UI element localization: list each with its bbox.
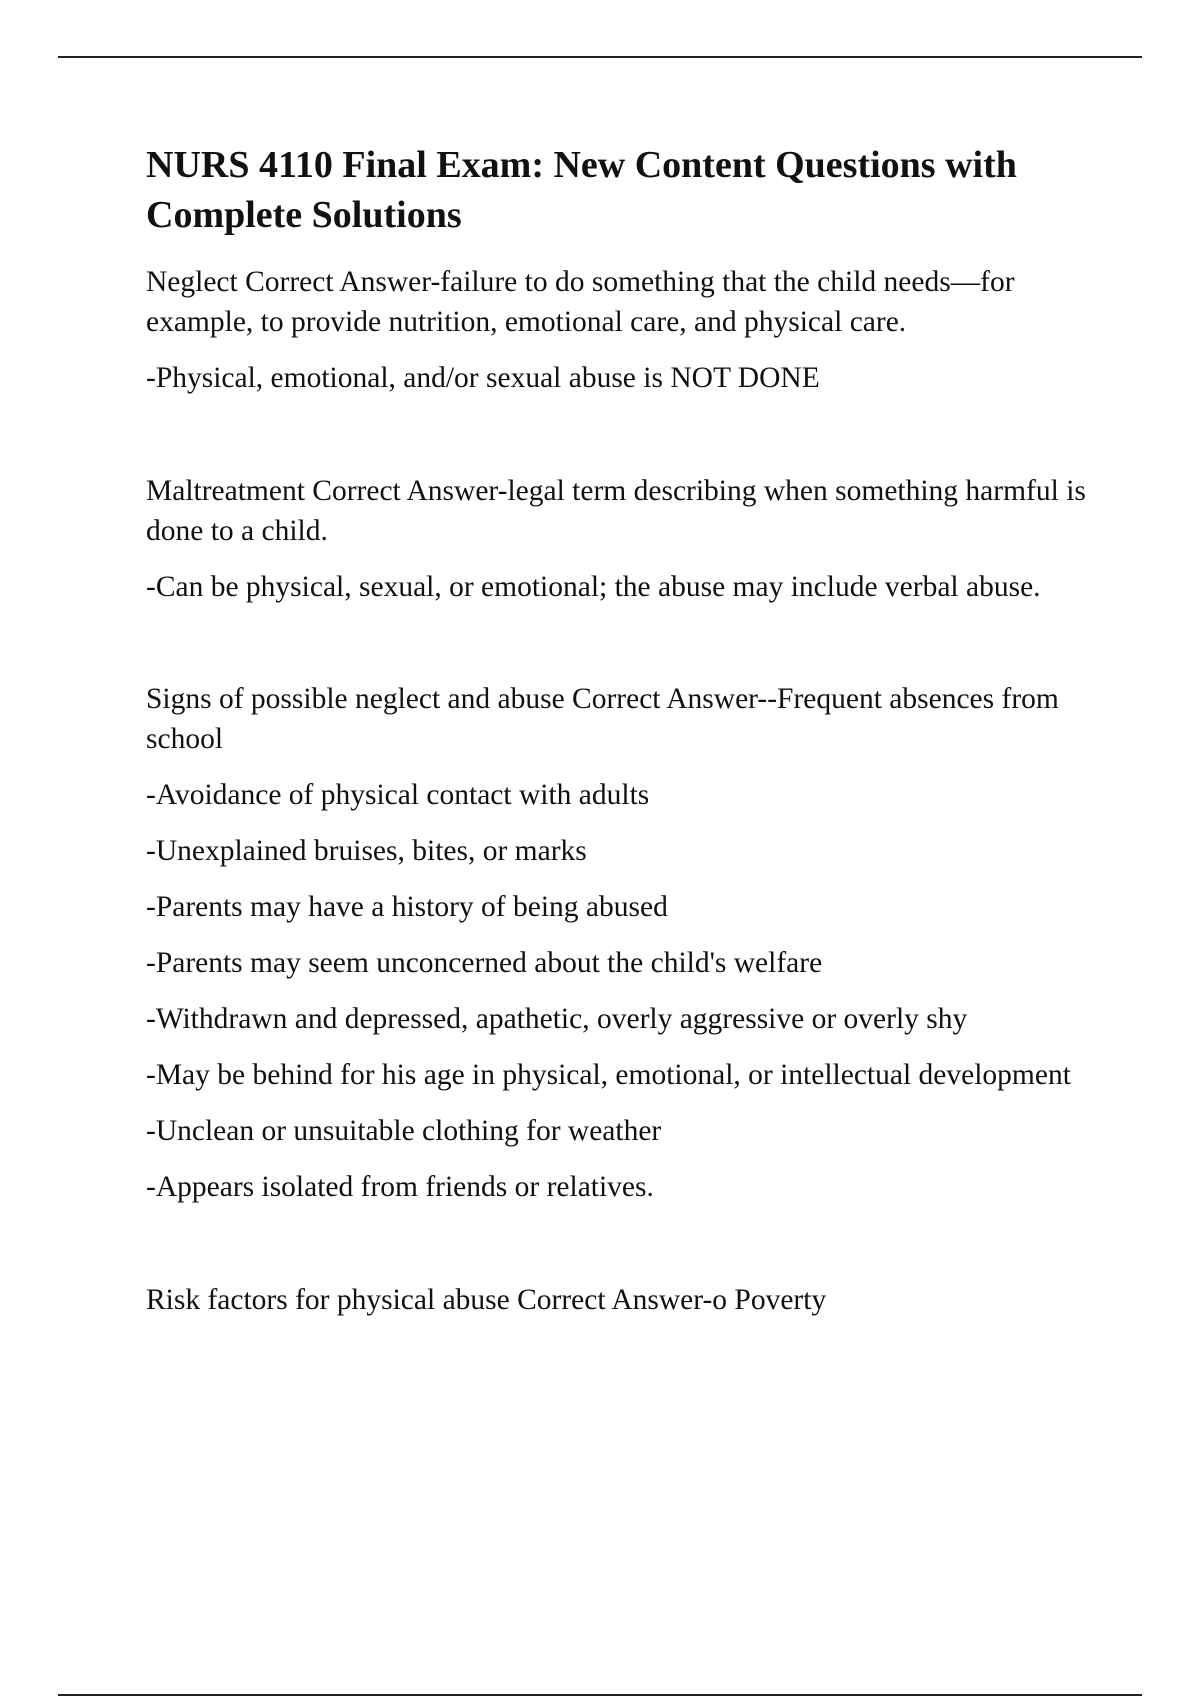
title-line-2: Complete Solutions — [146, 194, 462, 236]
entry-risk-factors-answer: Risk factors for physical abuse Correct Answer-o Poverty — [146, 1284, 827, 1316]
entry-signs-detail: -May be behind for his age in physical, emotional, or intellectual development — [146, 1059, 1071, 1091]
entry-signs-detail: -Appears isolated from friends or relatives. — [146, 1171, 654, 1203]
entry-signs-detail: -Unexplained bruises, bites, or marks — [146, 835, 587, 867]
entry-signs-detail: -Unclean or unsuitable clothing for weather — [146, 1115, 662, 1147]
entry-signs-detail: -Withdrawn and depressed, apathetic, overly aggressive or overly shy — [146, 1003, 968, 1035]
entry-neglect-detail: -Physical, emotional, and/or sexual abuse is NOT DONE — [146, 362, 820, 394]
title-line-1: NURS 4110 Final Exam: New Content Questions with — [146, 144, 1017, 186]
entry-signs-detail: -Parents may have a history of being abused — [146, 891, 668, 923]
document-title — [146, 140, 1086, 240]
entry-signs-answer: Signs of possible neglect and abuse Correct Answer--Frequent absences from school — [146, 683, 1059, 755]
document-body — [146, 140, 1086, 1320]
bottom-rule — [58, 1694, 1142, 1696]
top-rule — [58, 56, 1142, 58]
entry-signs-detail: -Parents may seem unconcerned about the child's welfare — [146, 947, 823, 979]
entry-maltreatment-answer: Maltreatment Correct Answer-legal term describing when something harmful is done to a child. — [146, 475, 1086, 547]
entry-signs-detail: -Avoidance of physical contact with adults — [146, 779, 650, 811]
entry-maltreatment-detail: -Can be physical, sexual, or emotional; the abuse may include verbal abuse. — [146, 571, 1041, 603]
entry-neglect-answer: Neglect Correct Answer-failure to do something that the child needs—for example, to provide nutrition, emotional care, and physical care. — [146, 266, 1015, 338]
